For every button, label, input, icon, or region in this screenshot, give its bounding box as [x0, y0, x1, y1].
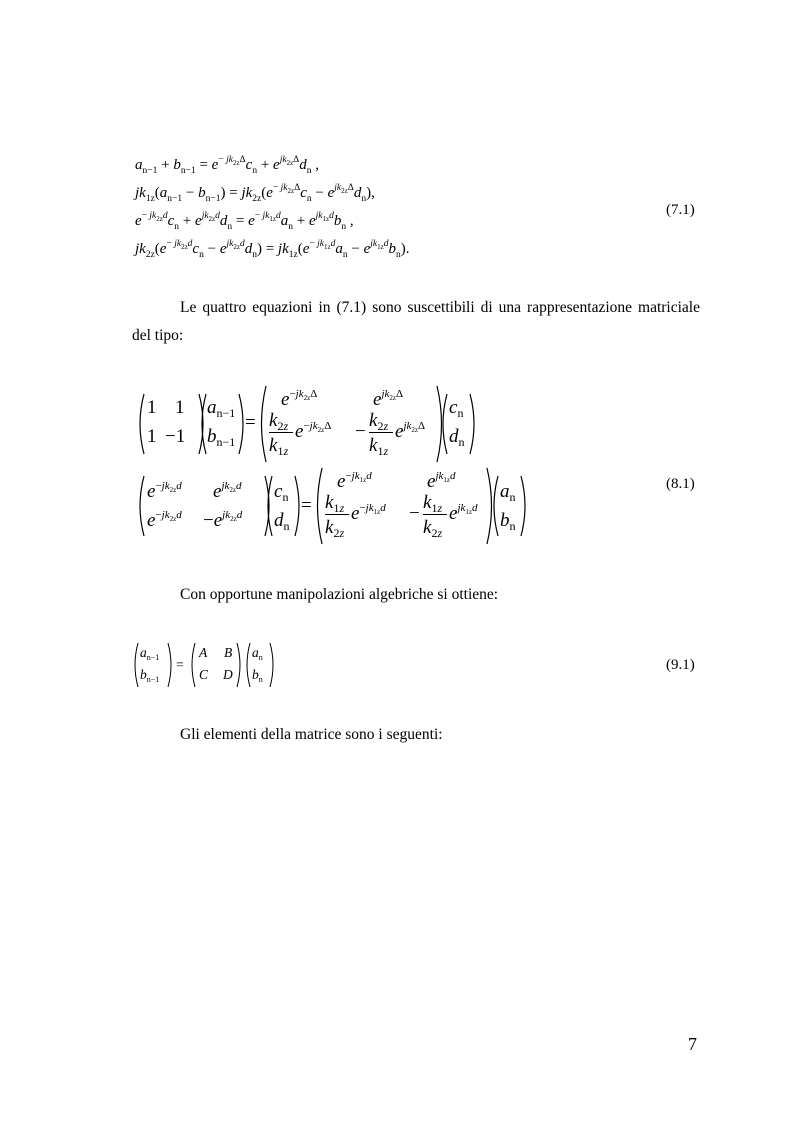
equation-7-1-line-2: $jk_{1z}(a_{n-1} - b_{n-1}) = jk_{2z}(e^{- jk_{2z}\Delta}c_n - e^{jk_{2z}\Delta}d_n)$,: [135, 183, 375, 204]
paragraph: Gli elementi della matrice sono i seguenti:: [180, 726, 443, 743]
equation-7-1-line-3: $e^{- jk_{2z}d}c_n + e^{jk_{2z}d}d_n = e^{- jk_{1z}d}a_n + e^{jk_{1z}d}b_n$ ,: [135, 211, 354, 232]
equation-number: (8.1): [666, 476, 695, 492]
equation-number: (7.1): [666, 202, 695, 218]
equals-sign: =: [176, 657, 184, 672]
equals-sign: =: [245, 412, 256, 433]
equation-7-1-line-1: $a_{n-1} + b_{n-1} = e^{- jk_{2z}\Delta}c_n + e^{jk_{2z}\Delta}d_n$ ,: [135, 155, 320, 176]
equation-number: (9.1): [666, 657, 695, 673]
page: $a_{n-1} + b_{n-1} = e^{- jk_{2z}\Delta}c_n + e^{jk_{2z}\Delta}d_n$ , $jk_{1z}(a_{n-1} - b_{n-1}) = jk_{2z}(e^{- jk_{2z}\Delta}c_n - e^{jk_{2z}\Delta}d_n)$, $e^{- jk_{2z}d}c_n + e^{jk_{2z}d}d_n = e^{- jk_{1z}d}a_n + e^{jk_{1z}d}b_n$ , $jk_{2z}(e^{- jk_{2z}d}c_n - e^{jk_{2z}d}d_n) = jk_{1z}(e^{- jk_{1z}d}a_n - e^{jk_{1z}d}b_n)$. (7.1) Le quattro equazioni in (7.1) sono suscettibili di una rappresentazione matriciale del tipo: 1 1 1 −1 $a_{n-1}$ $b_{n-1}$ = $e^{-jk_{2z}\Delta}$ $e^{jk_{2z}\Delta}$ $k_{2z}$ $k_{1z}$ $e^{-jk_{2z}\Delta}$ − $k_{2z}$ $k_{1z}$ $e^{jk_{2z}\Delta}$ $c_n$ $d_n$ $e^{-jk_{2z}d}$ $e^{jk_{2z}d}$ $e^{-jk_{2z}d}$ $-e^{jk_{2z}d}$ $c_n$ $d_n$ = $e^{-jk_{1z}d}$ $e^{jk_{1z}d}$ $k_{1z}$ $k_{2z}$ $e^{-jk_{1z}d}$ − $k_{1z}$ $k_{2z}$ $e^{jk_{1z}d}$ $a_n$ $b_n$ (8.1) Con opportune manipolazioni algebriche si ottiene: $a_{n-1}$ $b_{n-1}$ = A B C D $a_n$ $b_n$ (9.1) Gli elementi della matrice sono i seguenti: 7: [132, 155, 700, 1054]
equation-7-1-line-4: $jk_{2z}(e^{- jk_{2z}d}c_n - e^{jk_{2z}d}d_n) = jk_{1z}(e^{- jk_{1z}d}a_n - e^{jk_{1z}d}b_n)$.: [135, 239, 410, 260]
equals-sign: =: [301, 495, 312, 516]
page-number: 7: [688, 1034, 697, 1054]
paragraph: Con opportune manipolazioni algebriche si ottiene:: [180, 586, 499, 603]
paragraph: Le quattro equazioni in (7.1) sono suscettibili di una rappresentazione matriciale del tipo:: [132, 299, 700, 344]
